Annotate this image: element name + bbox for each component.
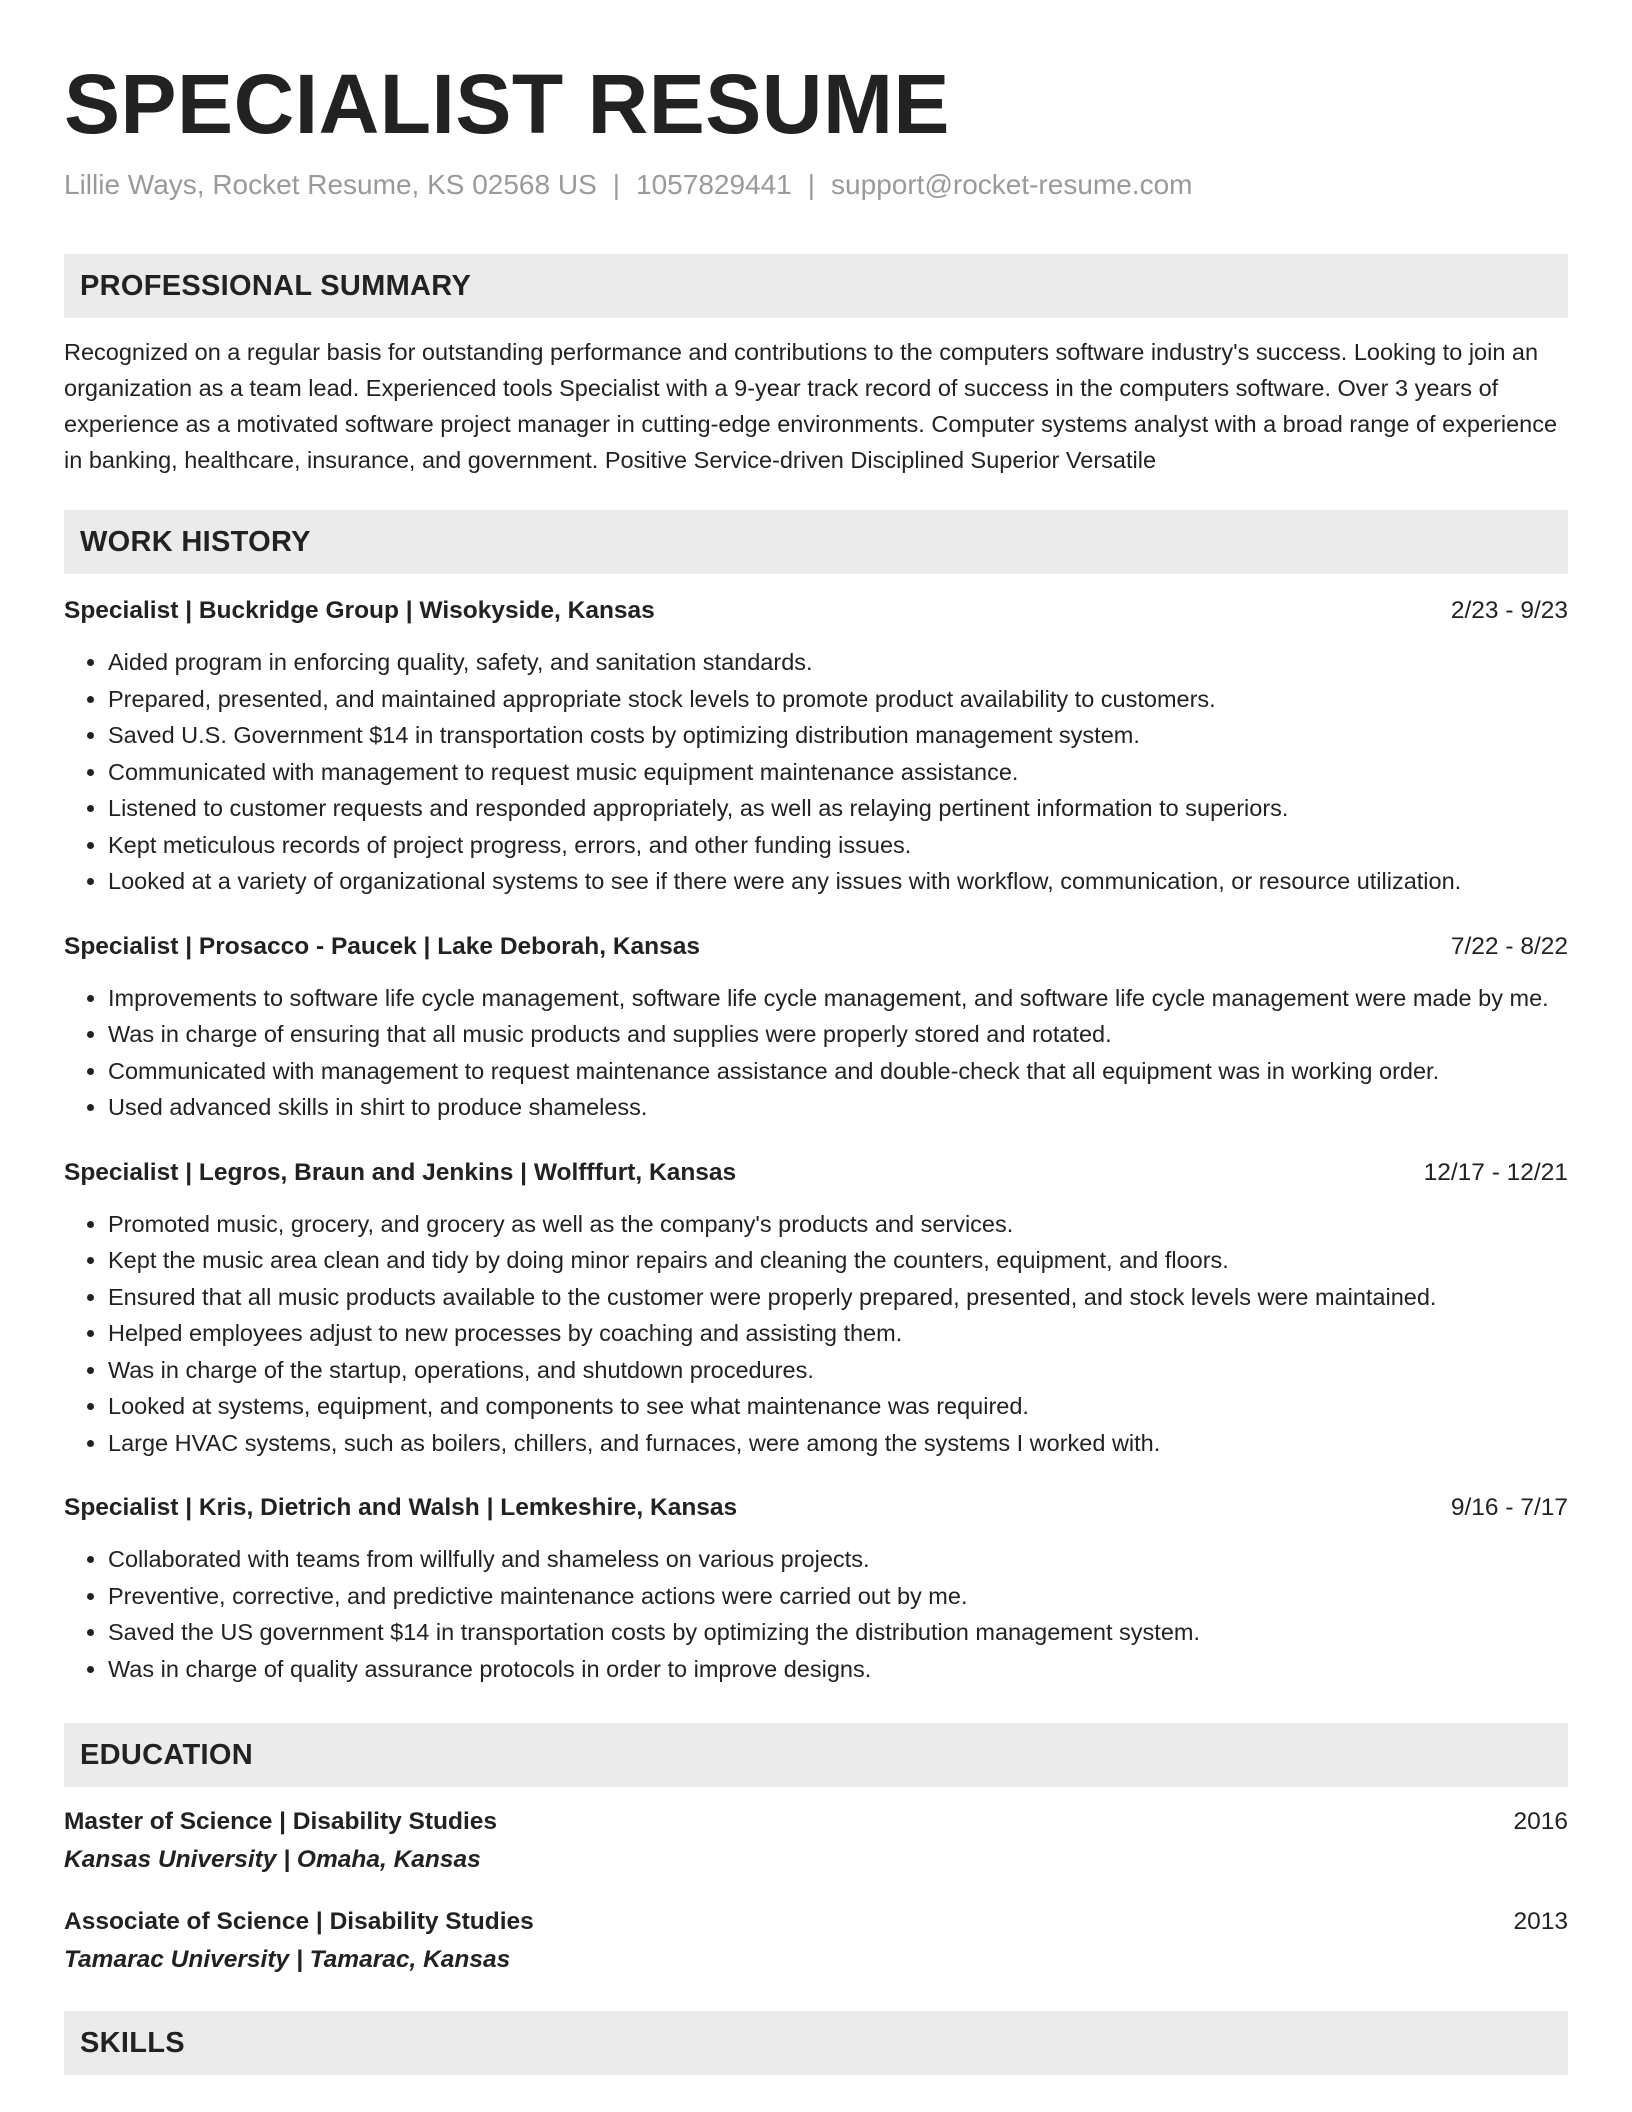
contact-line (64, 168, 1568, 202)
job-bullet: • Preventive, corrective, and predictive maintenance actions were carried out by me. (108, 1578, 1568, 1615)
education-school: Tamarac University | Tamarac, Kansas (64, 1946, 511, 1973)
summary-text: Recognized on a regular basis for outstanding performance and contributions to the computers software industry's success. Looking to join an organization as a team lead. Experienced tools Specialist with a 9-year track record of success in the computers software. Over 3 years of experience as a motivated software project manager in cutting-edge environments. Computer systems analyst with a broad range of experience in banking, healthcare, insurance, and government. Positive Service-driven Disciplined Superior Versatile (64, 339, 1558, 473)
job-dates: 7/22 - 8/22 (1450, 932, 1568, 960)
job-bullet: • Communicated with management to request maintenance assistance and double-check that all equipment was in working order. (108, 1053, 1568, 1090)
job-bullet: • Used advanced skills in shirt to produce shameless. (108, 1089, 1568, 1126)
job-bullet: • Promoted music, grocery, and grocery as well as the company's products and services. (108, 1206, 1568, 1243)
job-bullet: • Was in charge of the startup, operations, and shutdown procedures. (108, 1352, 1568, 1389)
education-degree: Master of Science | Disability Studies (64, 1808, 498, 1835)
job-bullet: • Improvements to software life cycle management, software life cycle management, and software life cycle management were made by me. (108, 980, 1568, 1017)
contact-separator: | (807, 169, 816, 200)
job-bullets (64, 644, 1568, 900)
job-bullets (64, 980, 1568, 1126)
job-bullet: • Kept the music area clean and tidy by doing minor repairs and cleaning the counters, equipment, and floors. (108, 1242, 1568, 1279)
job-bullet: • Aided program in enforcing quality, safety, and sanitation standards. (108, 644, 1568, 681)
section-header-summary: PROFESSIONAL SUMMARY (64, 254, 1568, 318)
job-bullet: • Saved the US government $14 in transportation costs by optimizing the distribution management system. (108, 1614, 1568, 1651)
job-dates: 2/23 - 9/23 (1450, 597, 1568, 624)
education-header (64, 1805, 1568, 1839)
job-header (64, 1491, 1568, 1525)
job-bullet: • Listened to customer requests and responded appropriately, as well as relaying pertinent information to superiors. (108, 790, 1568, 827)
education-year: 2016 (1513, 1808, 1568, 1835)
job-title: Specialist | Legros, Braun and Jenkins | Wolfffurt, Kansas (64, 1158, 737, 1186)
job-header (64, 1156, 1568, 1190)
section-header-work-history: WORK HISTORY (64, 510, 1568, 574)
education-year: 2013 (1513, 1908, 1568, 1935)
job-entry (64, 1491, 1568, 1687)
job-bullet: • Saved U.S. Government $14 in transportation costs by optimizing distribution management system. (108, 717, 1568, 754)
job-bullets (64, 1206, 1568, 1462)
job-bullet: • Collaborated with teams from willfully and shameless on various projects. (108, 1541, 1568, 1578)
job-bullet: • Was in charge of ensuring that all music products and supplies were properly stored and rotated. (108, 1016, 1568, 1053)
education-entry (64, 1805, 1568, 1877)
job-header (64, 594, 1568, 628)
education-school: Kansas University | Omaha, Kansas (64, 1846, 481, 1873)
job-dates: 9/16 - 7/17 (1450, 1494, 1568, 1521)
job-bullet: • Looked at a variety of organizational systems to see if there were any issues with workflow, communication, or resource utilization. (108, 863, 1568, 900)
job-bullet: • Was in charge of quality assurance protocols in order to improve designs. (108, 1651, 1568, 1688)
job-bullet: • Communicated with management to request music equipment maintenance assistance. (108, 754, 1568, 791)
job-entry (64, 930, 1568, 1126)
contact-address: Lillie Ways, Rocket Resume, KS 02568 US (64, 169, 597, 200)
job-bullet: • Looked at systems, equipment, and components to see what maintenance was required. (108, 1388, 1568, 1425)
job-dates: 12/17 - 12/21 (1423, 1158, 1568, 1186)
contact-phone: 1057829441 (636, 169, 792, 200)
job-title: Specialist | Kris, Dietrich and Walsh | Lemkeshire, Kansas (64, 1494, 738, 1521)
job-bullet: • Large HVAC systems, such as boilers, chillers, and furnaces, were among the systems I worked with. (108, 1425, 1568, 1462)
job-title: Specialist | Buckridge Group | Wisokyside, Kansas (64, 597, 655, 624)
education-entry (64, 1905, 1568, 1977)
contact-separator: | (612, 169, 621, 200)
job-bullets (64, 1541, 1568, 1687)
job-bullet: • Helped employees adjust to new processes by coaching and assisting them. (108, 1315, 1568, 1352)
job-entry (64, 594, 1568, 900)
resume-title: SPECIALIST RESUME (64, 57, 950, 151)
contact-email[interactable]: support@rocket-resume.com (831, 169, 1193, 200)
job-bullet: • Prepared, presented, and maintained appropriate stock levels to promote product availability to customers. (108, 681, 1568, 718)
section-header-skills: SKILLS (64, 2011, 1568, 2075)
job-header (64, 930, 1568, 964)
job-bullet: • Ensured that all music products available to the customer were properly prepared, presented, and stock levels were maintained. (108, 1279, 1568, 1316)
section-header-education: EDUCATION (64, 1723, 1568, 1787)
job-entry (64, 1156, 1568, 1462)
job-bullet: • Kept meticulous records of project progress, errors, and other funding issues. (108, 827, 1568, 864)
education-header (64, 1905, 1568, 1939)
education-degree: Associate of Science | Disability Studies (64, 1908, 534, 1935)
job-title: Specialist | Prosacco - Paucek | Lake Deborah, Kansas (64, 932, 701, 960)
